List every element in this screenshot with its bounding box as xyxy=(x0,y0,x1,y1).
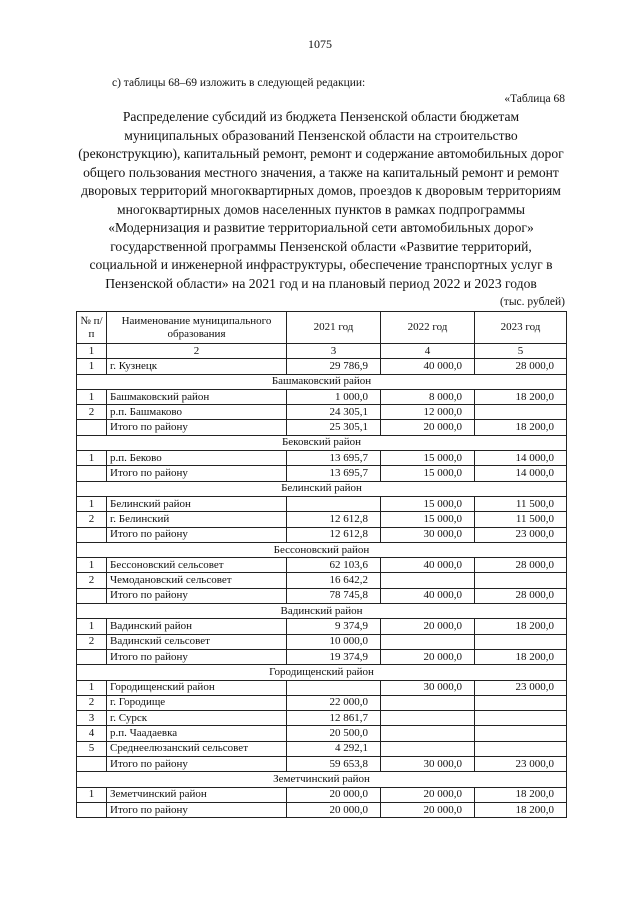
row-number-cell: 1 xyxy=(77,619,107,634)
row-number-cell xyxy=(77,757,107,772)
row-name-cell: Чемодановский сельсовет xyxy=(107,573,287,588)
header-2021: 2021 год xyxy=(287,312,381,344)
table-row xyxy=(77,634,567,649)
table-row xyxy=(77,573,567,588)
value-2021-cell: 12 612,8 xyxy=(287,527,381,542)
row-number-cell: 2 xyxy=(77,405,107,420)
table-row xyxy=(77,680,567,695)
row-number-cell xyxy=(77,466,107,481)
value-2022-cell: 30 000,0 xyxy=(381,757,475,772)
section-header-row xyxy=(77,542,567,557)
value-2021-cell: 25 305,1 xyxy=(287,420,381,435)
row-number-cell: 1 xyxy=(77,451,107,466)
section-header-row xyxy=(77,481,567,496)
table-body xyxy=(77,359,567,818)
value-2023-cell: 18 200,0 xyxy=(475,389,567,404)
value-2023-cell: 18 200,0 xyxy=(475,649,567,664)
row-name-cell: Итого по району xyxy=(107,420,287,435)
value-2023-cell xyxy=(475,726,567,741)
row-name-cell: Итого по району xyxy=(107,757,287,772)
section-label: Бессоновский район xyxy=(77,542,567,557)
value-2021-cell: 4 292,1 xyxy=(287,741,381,756)
value-2023-cell xyxy=(475,405,567,420)
row-number-cell xyxy=(77,527,107,542)
value-2022-cell: 20 000,0 xyxy=(381,420,475,435)
value-2021-cell xyxy=(287,680,381,695)
row-name-cell: г. Кузнецк xyxy=(107,359,287,374)
table-row xyxy=(77,512,567,527)
value-2023-cell: 14 000,0 xyxy=(475,466,567,481)
table-row xyxy=(77,711,567,726)
value-2023-cell: 23 000,0 xyxy=(475,527,567,542)
row-number-cell: 1 xyxy=(77,558,107,573)
row-number-cell xyxy=(77,420,107,435)
value-2022-cell xyxy=(381,695,475,710)
row-name-cell: Вадинский район xyxy=(107,619,287,634)
section-label: Вадинский район xyxy=(77,604,567,619)
header-2023: 2023 год xyxy=(475,312,567,344)
column-number: 4 xyxy=(381,344,475,359)
value-2021-cell: 24 305,1 xyxy=(287,405,381,420)
row-number-cell: 1 xyxy=(77,680,107,695)
value-2021-cell: 16 642,2 xyxy=(287,573,381,588)
value-2023-cell: 18 200,0 xyxy=(475,787,567,802)
row-number-cell: 5 xyxy=(77,741,107,756)
table-row xyxy=(77,588,567,603)
value-2022-cell: 8 000,0 xyxy=(381,389,475,404)
value-2022-cell xyxy=(381,634,475,649)
table-row xyxy=(77,558,567,573)
value-2021-cell: 20 500,0 xyxy=(287,726,381,741)
table-row xyxy=(77,726,567,741)
value-2021-cell: 1 000,0 xyxy=(287,389,381,404)
table-row xyxy=(77,496,567,511)
value-2023-cell xyxy=(475,741,567,756)
column-number: 2 xyxy=(107,344,287,359)
value-2021-cell xyxy=(287,496,381,511)
value-2023-cell: 18 200,0 xyxy=(475,802,567,817)
row-name-cell: Итого по району xyxy=(107,527,287,542)
table-row xyxy=(77,757,567,772)
section-header-row xyxy=(77,772,567,787)
value-2022-cell: 40 000,0 xyxy=(381,558,475,573)
value-2022-cell: 15 000,0 xyxy=(381,512,475,527)
value-2021-cell: 9 374,9 xyxy=(287,619,381,634)
value-2022-cell: 20 000,0 xyxy=(381,649,475,664)
section-label: Земетчинский район xyxy=(77,772,567,787)
row-number-cell xyxy=(77,802,107,817)
value-2021-cell: 10 000,0 xyxy=(287,634,381,649)
value-2022-cell xyxy=(381,573,475,588)
table-row xyxy=(77,466,567,481)
value-2023-cell xyxy=(475,711,567,726)
table-row xyxy=(77,389,567,404)
row-name-cell: р.п. Чаадаевка xyxy=(107,726,287,741)
row-name-cell: Итого по району xyxy=(107,588,287,603)
value-2022-cell: 40 000,0 xyxy=(381,359,475,374)
section-label: Башмаковский район xyxy=(77,374,567,389)
column-number-row xyxy=(77,344,567,359)
subsidy-table xyxy=(76,311,567,818)
value-2023-cell xyxy=(475,695,567,710)
value-2021-cell: 62 103,6 xyxy=(287,558,381,573)
header-number: № п/п xyxy=(77,312,107,344)
table-row xyxy=(77,527,567,542)
table-row xyxy=(77,787,567,802)
value-2022-cell: 30 000,0 xyxy=(381,527,475,542)
intro-text: с) таблицы 68–69 изложить в следующей редакции: xyxy=(112,77,366,89)
value-2022-cell: 20 000,0 xyxy=(381,787,475,802)
row-name-cell: г. Сурск xyxy=(107,711,287,726)
row-name-cell: Итого по району xyxy=(107,466,287,481)
table-row xyxy=(77,359,567,374)
header-name: Наименование муниципального образования xyxy=(107,312,287,344)
table-row xyxy=(77,741,567,756)
column-number: 1 xyxy=(77,344,107,359)
row-name-cell: р.п. Башмаково xyxy=(107,405,287,420)
row-number-cell: 2 xyxy=(77,512,107,527)
row-name-cell: г. Городище xyxy=(107,695,287,710)
table-row xyxy=(77,619,567,634)
table-row xyxy=(77,649,567,664)
value-2022-cell: 40 000,0 xyxy=(381,588,475,603)
value-2021-cell: 29 786,9 xyxy=(287,359,381,374)
value-2021-cell: 22 000,0 xyxy=(287,695,381,710)
value-2023-cell: 23 000,0 xyxy=(475,680,567,695)
table-reference: «Таблица 68 xyxy=(504,93,565,105)
value-2022-cell: 15 000,0 xyxy=(381,466,475,481)
row-number-cell xyxy=(77,588,107,603)
row-name-cell: г. Белинский xyxy=(107,512,287,527)
value-2021-cell: 12 612,8 xyxy=(287,512,381,527)
row-name-cell: Городищенский район xyxy=(107,680,287,695)
table-row xyxy=(77,802,567,817)
section-label: Белинский район xyxy=(77,481,567,496)
value-2023-cell: 28 000,0 xyxy=(475,558,567,573)
value-2023-cell xyxy=(475,573,567,588)
value-2022-cell: 20 000,0 xyxy=(381,802,475,817)
units-label: (тыс. рублей) xyxy=(499,296,565,308)
section-header-row xyxy=(77,604,567,619)
value-2021-cell: 13 695,7 xyxy=(287,451,381,466)
table-row xyxy=(77,405,567,420)
row-name-cell: Итого по району xyxy=(107,802,287,817)
section-label: Бековский район xyxy=(77,435,567,450)
value-2021-cell: 59 653,8 xyxy=(287,757,381,772)
value-2023-cell: 18 200,0 xyxy=(475,619,567,634)
row-name-cell: Итого по району xyxy=(107,649,287,664)
value-2023-cell: 28 000,0 xyxy=(475,359,567,374)
value-2021-cell: 13 695,7 xyxy=(287,466,381,481)
value-2022-cell: 12 000,0 xyxy=(381,405,475,420)
section-label: Городищенский район xyxy=(77,665,567,680)
value-2022-cell: 30 000,0 xyxy=(381,680,475,695)
row-number-cell: 4 xyxy=(77,726,107,741)
value-2022-cell xyxy=(381,741,475,756)
section-header-row xyxy=(77,665,567,680)
row-number-cell: 2 xyxy=(77,573,107,588)
row-name-cell: Бессоновский сельсовет xyxy=(107,558,287,573)
row-name-cell: Земетчинский район xyxy=(107,787,287,802)
table-row xyxy=(77,420,567,435)
section-header-row xyxy=(77,374,567,389)
row-number-cell: 1 xyxy=(77,389,107,404)
value-2021-cell: 19 374,9 xyxy=(287,649,381,664)
row-number-cell: 3 xyxy=(77,711,107,726)
value-2023-cell: 11 500,0 xyxy=(475,496,567,511)
value-2022-cell: 15 000,0 xyxy=(381,496,475,511)
row-number-cell: 2 xyxy=(77,695,107,710)
row-name-cell: Среднеелюзанский сельсовет xyxy=(107,741,287,756)
value-2022-cell: 15 000,0 xyxy=(381,451,475,466)
table-row xyxy=(77,451,567,466)
row-name-cell: Белинский район xyxy=(107,496,287,511)
value-2021-cell: 12 861,7 xyxy=(287,711,381,726)
value-2023-cell: 11 500,0 xyxy=(475,512,567,527)
row-number-cell: 2 xyxy=(77,634,107,649)
column-number: 5 xyxy=(475,344,567,359)
table-header-row xyxy=(77,312,567,344)
row-number-cell: 1 xyxy=(77,496,107,511)
value-2023-cell: 14 000,0 xyxy=(475,451,567,466)
value-2022-cell xyxy=(381,726,475,741)
row-name-cell: р.п. Беково xyxy=(107,451,287,466)
row-name-cell: Башмаковский район xyxy=(107,389,287,404)
value-2022-cell: 20 000,0 xyxy=(381,619,475,634)
row-number-cell: 1 xyxy=(77,787,107,802)
column-number: 3 xyxy=(287,344,381,359)
value-2023-cell: 18 200,0 xyxy=(475,420,567,435)
row-name-cell: Вадинский сельсовет xyxy=(107,634,287,649)
header-2022: 2022 год xyxy=(381,312,475,344)
value-2021-cell: 20 000,0 xyxy=(287,787,381,802)
document-title: Распределение субсидий из бюджета Пензенской области бюджетам муниципальных образований Пензенской области на строительство (реконструкцию), капитальный ремонт, ремонт и содержание автомобильных дорог общего пользования местного значения, а также на капитальный ремонт и ремонт дворовых территорий многоквартирных домов, проездов к дворовым территориям многоквартирных домов населенных пунктов в рамках подпрограммы «Модернизация и развитие территориальной сети автомобильных дорог» государственной программы Пензенской области «Развитие территорий, социальной и инженерной инфраструктуры, обеспечение транспортных услуг в Пензенской области» на 2021 год и на плановый период 2022 и 2023 годов xyxy=(78,109,564,291)
section-header-row xyxy=(77,435,567,450)
value-2023-cell: 23 000,0 xyxy=(475,757,567,772)
row-number-cell: 1 xyxy=(77,359,107,374)
value-2023-cell: 28 000,0 xyxy=(475,588,567,603)
row-number-cell xyxy=(77,649,107,664)
value-2021-cell: 20 000,0 xyxy=(287,802,381,817)
value-2021-cell: 78 745,8 xyxy=(287,588,381,603)
value-2023-cell xyxy=(475,634,567,649)
table-row xyxy=(77,695,567,710)
value-2022-cell xyxy=(381,711,475,726)
page-number: 1075 xyxy=(308,37,332,51)
